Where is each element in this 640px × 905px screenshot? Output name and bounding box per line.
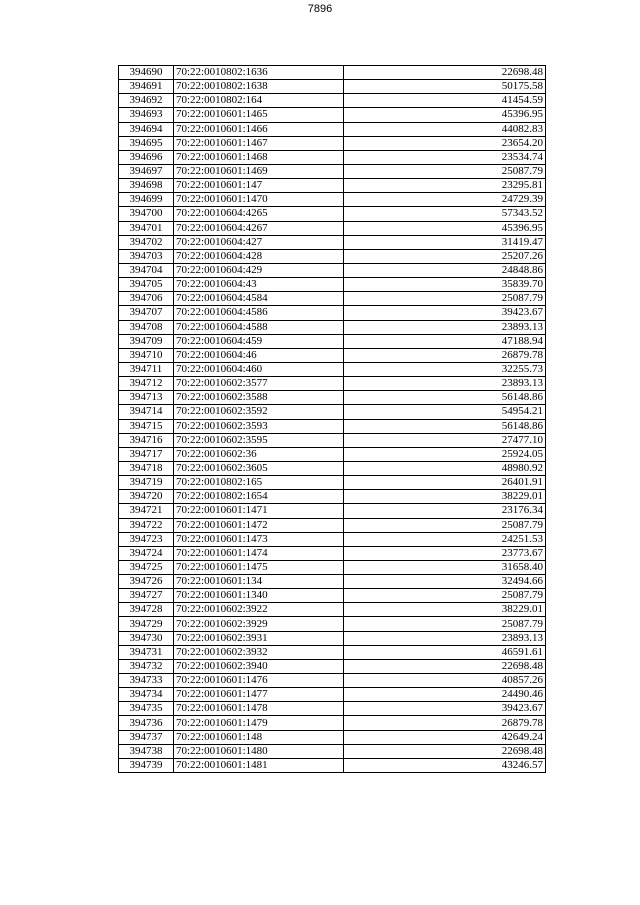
table-row — [119, 94, 546, 108]
table-row — [119, 631, 546, 645]
table-row — [119, 221, 546, 235]
table-row — [119, 603, 546, 617]
cadastral-number-cell: 70:22:0010604:427 — [174, 235, 344, 249]
table-row — [119, 391, 546, 405]
table-row — [119, 235, 546, 249]
row-number-cell: 394731 — [119, 645, 174, 659]
table-row — [119, 589, 546, 603]
value-cell: 25087.79 — [344, 164, 546, 178]
row-number-cell: 394699 — [119, 193, 174, 207]
table-row — [119, 546, 546, 560]
cadastral-number-cell: 70:22:0010601:1473 — [174, 532, 344, 546]
page-number: 7896 — [307, 3, 333, 15]
row-number-cell: 394736 — [119, 716, 174, 730]
value-cell: 26879.78 — [344, 348, 546, 362]
cadastral-number-cell: 70:22:0010601:1469 — [174, 164, 344, 178]
row-number-cell: 394723 — [119, 532, 174, 546]
value-cell: 50175.58 — [344, 80, 546, 94]
row-number-cell: 394737 — [119, 730, 174, 744]
cadastral-number-cell: 70:22:0010602:3577 — [174, 377, 344, 391]
cadastral-number-cell: 70:22:0010602:3929 — [174, 617, 344, 631]
row-number-cell: 394725 — [119, 560, 174, 574]
cadastral-number-cell: 70:22:0010601:1475 — [174, 560, 344, 574]
value-cell: 25087.79 — [344, 518, 546, 532]
cadastral-number-cell: 70:22:0010802:1638 — [174, 80, 344, 94]
table-row — [119, 490, 546, 504]
row-number-cell: 394726 — [119, 575, 174, 589]
cadastral-number-cell: 70:22:0010602:3940 — [174, 659, 344, 673]
value-cell: 45396.95 — [344, 221, 546, 235]
value-cell: 27477.10 — [344, 433, 546, 447]
table-row — [119, 532, 546, 546]
cadastral-number-cell: 70:22:0010802:165 — [174, 476, 344, 490]
value-cell: 23534.74 — [344, 150, 546, 164]
table-row — [119, 108, 546, 122]
value-cell: 32255.73 — [344, 362, 546, 376]
table-row — [119, 150, 546, 164]
value-cell: 25087.79 — [344, 292, 546, 306]
cadastral-number-cell: 70:22:0010602:3588 — [174, 391, 344, 405]
value-cell: 26401.91 — [344, 476, 546, 490]
value-cell: 25087.79 — [344, 589, 546, 603]
table-row — [119, 348, 546, 362]
table-row — [119, 447, 546, 461]
table-row — [119, 504, 546, 518]
row-number-cell: 394716 — [119, 433, 174, 447]
cadastral-number-cell: 70:22:0010604:429 — [174, 263, 344, 277]
value-cell: 57343.52 — [344, 207, 546, 221]
value-cell: 23654.20 — [344, 136, 546, 150]
cadastral-number-cell: 70:22:0010604:43 — [174, 278, 344, 292]
table-row — [119, 702, 546, 716]
value-cell: 24490.46 — [344, 688, 546, 702]
value-cell: 23176.34 — [344, 504, 546, 518]
table-row — [119, 362, 546, 376]
table-row — [119, 306, 546, 320]
row-number-cell: 394729 — [119, 617, 174, 631]
value-cell: 22698.48 — [344, 66, 546, 80]
row-number-cell: 394710 — [119, 348, 174, 362]
table-row — [119, 659, 546, 673]
cadastral-number-cell: 70:22:0010601:1467 — [174, 136, 344, 150]
value-cell: 56148.86 — [344, 419, 546, 433]
row-number-cell: 394720 — [119, 490, 174, 504]
cadastral-table — [118, 65, 546, 773]
row-number-cell: 394711 — [119, 362, 174, 376]
table-row — [119, 405, 546, 419]
row-number-cell: 394730 — [119, 631, 174, 645]
cadastral-number-cell: 70:22:0010604:428 — [174, 249, 344, 263]
table-row — [119, 433, 546, 447]
table-row — [119, 179, 546, 193]
row-number-cell: 394690 — [119, 66, 174, 80]
value-cell: 23893.13 — [344, 320, 546, 334]
value-cell: 31419.47 — [344, 235, 546, 249]
cadastral-number-cell: 70:22:0010601:1471 — [174, 504, 344, 518]
value-cell: 38229.01 — [344, 603, 546, 617]
row-number-cell: 394703 — [119, 249, 174, 263]
table-row — [119, 758, 546, 772]
table-row — [119, 419, 546, 433]
table-row — [119, 645, 546, 659]
row-number-cell: 394715 — [119, 419, 174, 433]
table-row — [119, 476, 546, 490]
cadastral-number-cell: 70:22:0010604:4586 — [174, 306, 344, 320]
value-cell: 48980.92 — [344, 461, 546, 475]
row-number-cell: 394695 — [119, 136, 174, 150]
row-number-cell: 394693 — [119, 108, 174, 122]
row-number-cell: 394698 — [119, 179, 174, 193]
table-row — [119, 518, 546, 532]
cadastral-number-cell: 70:22:0010601:1477 — [174, 688, 344, 702]
value-cell: 23773.67 — [344, 546, 546, 560]
table-row — [119, 320, 546, 334]
cadastral-number-cell: 70:22:0010601:147 — [174, 179, 344, 193]
table-row — [119, 80, 546, 94]
table-row — [119, 164, 546, 178]
table-row — [119, 122, 546, 136]
cadastral-number-cell: 70:22:0010602:3595 — [174, 433, 344, 447]
cadastral-number-cell: 70:22:0010602:36 — [174, 447, 344, 461]
row-number-cell: 394701 — [119, 221, 174, 235]
value-cell: 25087.79 — [344, 617, 546, 631]
value-cell: 39423.67 — [344, 702, 546, 716]
value-cell: 22698.48 — [344, 659, 546, 673]
row-number-cell: 394708 — [119, 320, 174, 334]
cadastral-number-cell: 70:22:0010602:3593 — [174, 419, 344, 433]
value-cell: 31658.40 — [344, 560, 546, 574]
value-cell: 44082.83 — [344, 122, 546, 136]
value-cell: 24848.86 — [344, 263, 546, 277]
cadastral-number-cell: 70:22:0010601:1468 — [174, 150, 344, 164]
row-number-cell: 394696 — [119, 150, 174, 164]
value-cell: 45396.95 — [344, 108, 546, 122]
value-cell: 35839.70 — [344, 278, 546, 292]
cadastral-number-cell: 70:22:0010602:3922 — [174, 603, 344, 617]
cadastral-number-cell: 70:22:0010601:1480 — [174, 744, 344, 758]
row-number-cell: 394712 — [119, 377, 174, 391]
row-number-cell: 394738 — [119, 744, 174, 758]
value-cell: 23893.13 — [344, 377, 546, 391]
cadastral-number-cell: 70:22:0010604:460 — [174, 362, 344, 376]
table-row — [119, 193, 546, 207]
table-row — [119, 249, 546, 263]
cadastral-number-cell: 70:22:0010601:134 — [174, 575, 344, 589]
table-body — [119, 66, 546, 773]
table-row — [119, 334, 546, 348]
row-number-cell: 394739 — [119, 758, 174, 772]
row-number-cell: 394722 — [119, 518, 174, 532]
row-number-cell: 394713 — [119, 391, 174, 405]
row-number-cell: 394702 — [119, 235, 174, 249]
cadastral-number-cell: 70:22:0010601:1474 — [174, 546, 344, 560]
row-number-cell: 394721 — [119, 504, 174, 518]
cadastral-number-cell: 70:22:0010602:3605 — [174, 461, 344, 475]
value-cell: 54954.21 — [344, 405, 546, 419]
value-cell: 46591.61 — [344, 645, 546, 659]
row-number-cell: 394707 — [119, 306, 174, 320]
row-number-cell: 394691 — [119, 80, 174, 94]
row-number-cell: 394733 — [119, 674, 174, 688]
table-row — [119, 278, 546, 292]
table-row — [119, 461, 546, 475]
table-row — [119, 560, 546, 574]
cadastral-number-cell: 70:22:0010602:3931 — [174, 631, 344, 645]
row-number-cell: 394719 — [119, 476, 174, 490]
row-number-cell: 394705 — [119, 278, 174, 292]
value-cell: 26879.78 — [344, 716, 546, 730]
value-cell: 38229.01 — [344, 490, 546, 504]
value-cell: 25207.26 — [344, 249, 546, 263]
cadastral-number-cell: 70:22:0010601:148 — [174, 730, 344, 744]
cadastral-number-cell: 70:22:0010602:3592 — [174, 405, 344, 419]
value-cell: 56148.86 — [344, 391, 546, 405]
cadastral-number-cell: 70:22:0010601:1476 — [174, 674, 344, 688]
cadastral-number-cell: 70:22:0010601:1466 — [174, 122, 344, 136]
table-row — [119, 263, 546, 277]
row-number-cell: 394728 — [119, 603, 174, 617]
row-number-cell: 394694 — [119, 122, 174, 136]
value-cell: 41454.59 — [344, 94, 546, 108]
table-row — [119, 575, 546, 589]
value-cell: 25924.05 — [344, 447, 546, 461]
cadastral-number-cell: 70:22:0010601:1470 — [174, 193, 344, 207]
table-row — [119, 716, 546, 730]
table-row — [119, 66, 546, 80]
row-number-cell: 394697 — [119, 164, 174, 178]
value-cell: 32494.66 — [344, 575, 546, 589]
value-cell: 24251.53 — [344, 532, 546, 546]
value-cell: 23893.13 — [344, 631, 546, 645]
row-number-cell: 394727 — [119, 589, 174, 603]
row-number-cell: 394732 — [119, 659, 174, 673]
row-number-cell: 394709 — [119, 334, 174, 348]
cadastral-number-cell: 70:22:0010604:4267 — [174, 221, 344, 235]
table-row — [119, 136, 546, 150]
cadastral-number-cell: 70:22:0010601:1481 — [174, 758, 344, 772]
row-number-cell: 394735 — [119, 702, 174, 716]
table-row — [119, 207, 546, 221]
cadastral-number-cell: 70:22:0010601:1472 — [174, 518, 344, 532]
row-number-cell: 394706 — [119, 292, 174, 306]
value-cell: 23295.81 — [344, 179, 546, 193]
row-number-cell: 394692 — [119, 94, 174, 108]
cadastral-number-cell: 70:22:0010601:1465 — [174, 108, 344, 122]
value-cell: 40857.26 — [344, 674, 546, 688]
cadastral-number-cell: 70:22:0010601:1340 — [174, 589, 344, 603]
cadastral-number-cell: 70:22:0010604:46 — [174, 348, 344, 362]
value-cell: 39423.67 — [344, 306, 546, 320]
cadastral-number-cell: 70:22:0010604:459 — [174, 334, 344, 348]
table-row — [119, 688, 546, 702]
cadastral-number-cell: 70:22:0010802:164 — [174, 94, 344, 108]
row-number-cell: 394724 — [119, 546, 174, 560]
cadastral-number-cell: 70:22:0010802:1654 — [174, 490, 344, 504]
cadastral-number-cell: 70:22:0010602:3932 — [174, 645, 344, 659]
table-row — [119, 674, 546, 688]
value-cell: 24729.39 — [344, 193, 546, 207]
cadastral-number-cell: 70:22:0010604:4588 — [174, 320, 344, 334]
table-row — [119, 617, 546, 631]
cadastral-number-cell: 70:22:0010802:1636 — [174, 66, 344, 80]
table-row — [119, 730, 546, 744]
row-number-cell: 394704 — [119, 263, 174, 277]
value-cell: 42649.24 — [344, 730, 546, 744]
row-number-cell: 394700 — [119, 207, 174, 221]
table-row — [119, 377, 546, 391]
cadastral-number-cell: 70:22:0010601:1478 — [174, 702, 344, 716]
cadastral-number-cell: 70:22:0010601:1479 — [174, 716, 344, 730]
row-number-cell: 394718 — [119, 461, 174, 475]
cadastral-number-cell: 70:22:0010604:4584 — [174, 292, 344, 306]
value-cell: 43246.57 — [344, 758, 546, 772]
table-row — [119, 744, 546, 758]
table-row — [119, 292, 546, 306]
value-cell: 47188.94 — [344, 334, 546, 348]
cadastral-number-cell: 70:22:0010604:4265 — [174, 207, 344, 221]
row-number-cell: 394734 — [119, 688, 174, 702]
row-number-cell: 394717 — [119, 447, 174, 461]
value-cell: 22698.48 — [344, 744, 546, 758]
row-number-cell: 394714 — [119, 405, 174, 419]
